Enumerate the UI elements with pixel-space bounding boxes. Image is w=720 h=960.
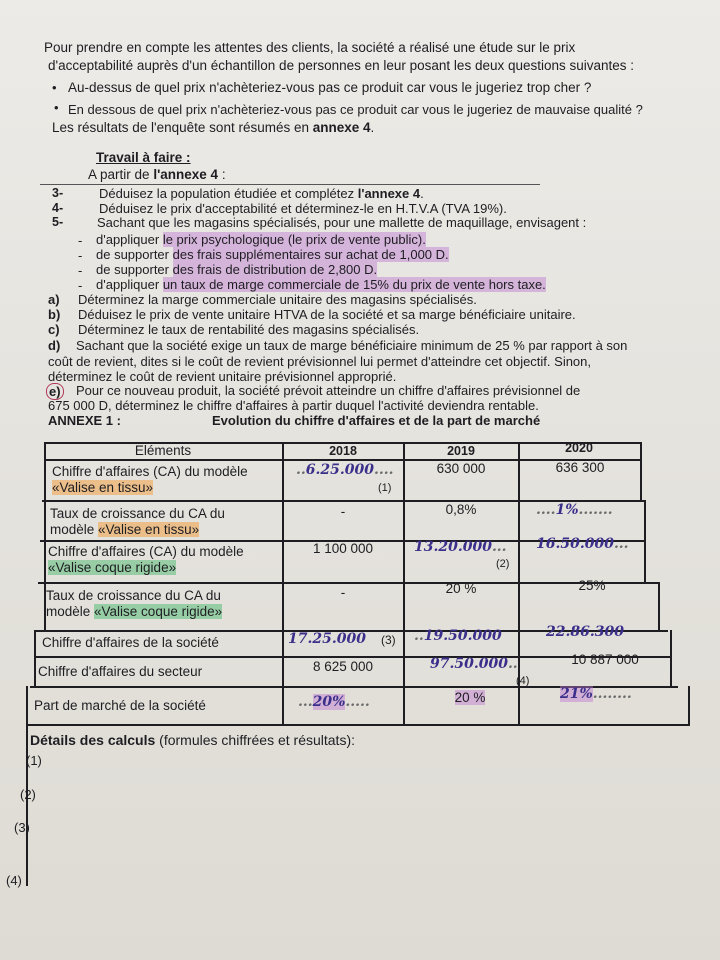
header-2020: 2020 xyxy=(565,441,593,455)
qd-label: d) xyxy=(48,338,61,353)
row-ca-societe-2020: 22.86.300 xyxy=(546,624,624,640)
bullet-icon: • xyxy=(54,100,59,115)
q5-number: 5- xyxy=(52,215,64,229)
annex-label: ANNEXE 1 : xyxy=(48,413,121,428)
dash-icon: - xyxy=(78,278,83,293)
details-heading: Détails des calculs (formules chiffrées et résultats): xyxy=(30,732,355,748)
qa-text: Déterminez la marge commerciale unitaire des magasins spécialisés. xyxy=(78,292,477,307)
row-growth-tissu-2018: - xyxy=(340,504,346,519)
details-note-2: (2) xyxy=(20,787,36,802)
details-note-4: (4) xyxy=(6,873,22,888)
q5-detail-3: de supporter des frais de distribution de 2,800 D. xyxy=(96,262,378,277)
row-ca-secteur-label: Chiffre d'affaires du secteur xyxy=(38,664,203,679)
note-3-marker: (3) xyxy=(381,633,396,647)
header-2019: 2019 xyxy=(447,444,475,458)
row-ca-societe-2019: ..19.50.000 xyxy=(414,628,502,644)
row-ca-rigide-2018: 1 100 000 xyxy=(312,541,374,556)
details-note-3: (3) xyxy=(14,820,30,835)
row-ca-rigide-label: Chiffre d'affaires (CA) du modèle «Valise coque rigide» xyxy=(48,544,244,575)
q3-text: Déduisez la population étudiée et complétez l'annexe 4. xyxy=(99,186,424,201)
annex-title: Evolution du chiffre d'affaires et de la part de marché xyxy=(212,413,541,428)
intro-bullet-2: En dessous de quel prix n'achèteriez-vous pas ce produit car vous le jugeriez de mauvaise qualité ? xyxy=(68,102,643,117)
q3-number: 3- xyxy=(52,186,64,200)
row-ca-secteur-2020: 10 887 000 xyxy=(571,652,639,667)
row-growth-tissu-2019: 0,8% xyxy=(445,502,477,517)
row-part-marche-label: Part de marché de la société xyxy=(34,698,206,713)
dash-icon: - xyxy=(78,248,83,263)
qe-text-2: 675 000 D, déterminez le chiffre d'affaires à partir duquel l'activité deviendra rentable. xyxy=(48,398,539,413)
row-ca-secteur-2019: 97.50.000.. xyxy=(430,656,518,672)
q4-text: Déduisez le prix d'acceptabilité et déterminez-le en H.T.V.A (TVA 19%). xyxy=(99,201,507,216)
bullet-icon: • xyxy=(52,80,57,95)
row-part-marche-2020: 21%........ xyxy=(560,686,632,702)
details-note-1: (1) xyxy=(26,753,42,768)
qd-text-1: Sachant que la société exige un taux de marge bénéficiaire minimum de 25 % par rapport à son xyxy=(76,338,628,353)
qe-label: e) xyxy=(46,383,64,400)
qd-text-2: coût de revient, dites si le coût de revient prévisionnel lui permet d'atteindre cet objectif. Sinon, xyxy=(48,354,592,369)
header-2018: 2018 xyxy=(329,444,357,458)
qb-label: b) xyxy=(48,307,61,322)
row-ca-tissu-label: Chiffre d'affaires (CA) du modèle «Valise en tissu» xyxy=(52,464,248,495)
row-ca-rigide-2019: 13.20.000... xyxy=(414,539,507,555)
row-growth-rigide-label: Taux de croissance du CA du modèle «Valise coque rigide» xyxy=(46,588,223,619)
qe-text-1: Pour ce nouveau produit, la société prévoit atteindre un chiffre d'affaires prévisionnel de xyxy=(76,383,581,398)
dash-icon: - xyxy=(78,233,83,248)
row-growth-rigide-2020: 25% xyxy=(578,578,606,593)
row-growth-rigide-2018: - xyxy=(340,585,346,600)
q5-detail-1: d'appliquer le prix psychologique (le prix de vente public). xyxy=(96,232,426,247)
work-from: A partir de l'annexe 4 : xyxy=(88,167,226,182)
q5-detail-4: d'appliquer un taux de marge commerciale de 15% du prix de vente hors taxe. xyxy=(96,277,546,292)
qb-text: Déduisez le prix de vente unitaire HTVA de la société et sa marge bénéficiaire unitaire. xyxy=(78,307,576,322)
q5-text: Sachant que les magasins spécialisés, pour une mallette de maquillage, envisagent : xyxy=(97,215,587,230)
note-2-marker: (2) xyxy=(496,558,510,570)
intro-line-1: Pour prendre en compte les attentes des clients, la société a réalisé une étude sur le prix xyxy=(44,40,576,55)
row-part-marche-2018: ...20%..... xyxy=(298,694,370,710)
intro-bullet-1: Au-dessus de quel prix n'achèteriez-vous pas ce produit car vous le jugeriez trop cher ? xyxy=(68,80,592,95)
dash-icon: - xyxy=(78,263,83,278)
qd-text-3: déterminez le coût de revient unitaire prévisionnel approprié. xyxy=(48,369,397,384)
qa-label: a) xyxy=(48,292,60,307)
row-growth-rigide-2019: 20 % xyxy=(445,581,477,596)
row-ca-tissu-2020: 636 300 xyxy=(555,460,605,475)
work-title: Travail à faire : xyxy=(96,150,191,165)
row-growth-tissu-label: Taux de croissance du CA du modèle «Valise en tissu» xyxy=(50,506,225,537)
row-ca-secteur-2018: 8 625 000 xyxy=(312,659,374,674)
row-ca-tissu-2018: ..6.25.000.... xyxy=(296,462,394,478)
note-4-marker: (4) xyxy=(516,675,530,687)
q4-number: 4- xyxy=(52,201,64,215)
note-1-marker: (1) xyxy=(378,482,392,494)
qc-text: Déterminez le taux de rentabilité des magasins spécialisés. xyxy=(78,322,420,337)
row-ca-rigide-2020: 16.50.000... xyxy=(536,536,629,552)
row-growth-tissu-2020: ....1%....... xyxy=(536,502,613,518)
intro-line-2: d'acceptabilité auprès d'un échantillon de personnes en leur posant les deux questions suivantes : xyxy=(48,58,635,73)
row-ca-tissu-2019: 630 000 xyxy=(436,461,486,476)
row-ca-societe-2018: 17.25.000 xyxy=(288,631,366,647)
q5-detail-2: de supporter des frais supplémentaires sur achat de 1,000 D. xyxy=(96,247,449,262)
row-part-marche-2019: 20 % xyxy=(454,690,486,705)
header-elements: Eléments xyxy=(134,443,192,458)
row-ca-societe-label: Chiffre d'affaires de la société xyxy=(42,635,219,650)
qc-label: c) xyxy=(48,322,60,337)
intro-results: Les résultats de l'enquête sont résumés en annexe 4. xyxy=(52,120,375,135)
